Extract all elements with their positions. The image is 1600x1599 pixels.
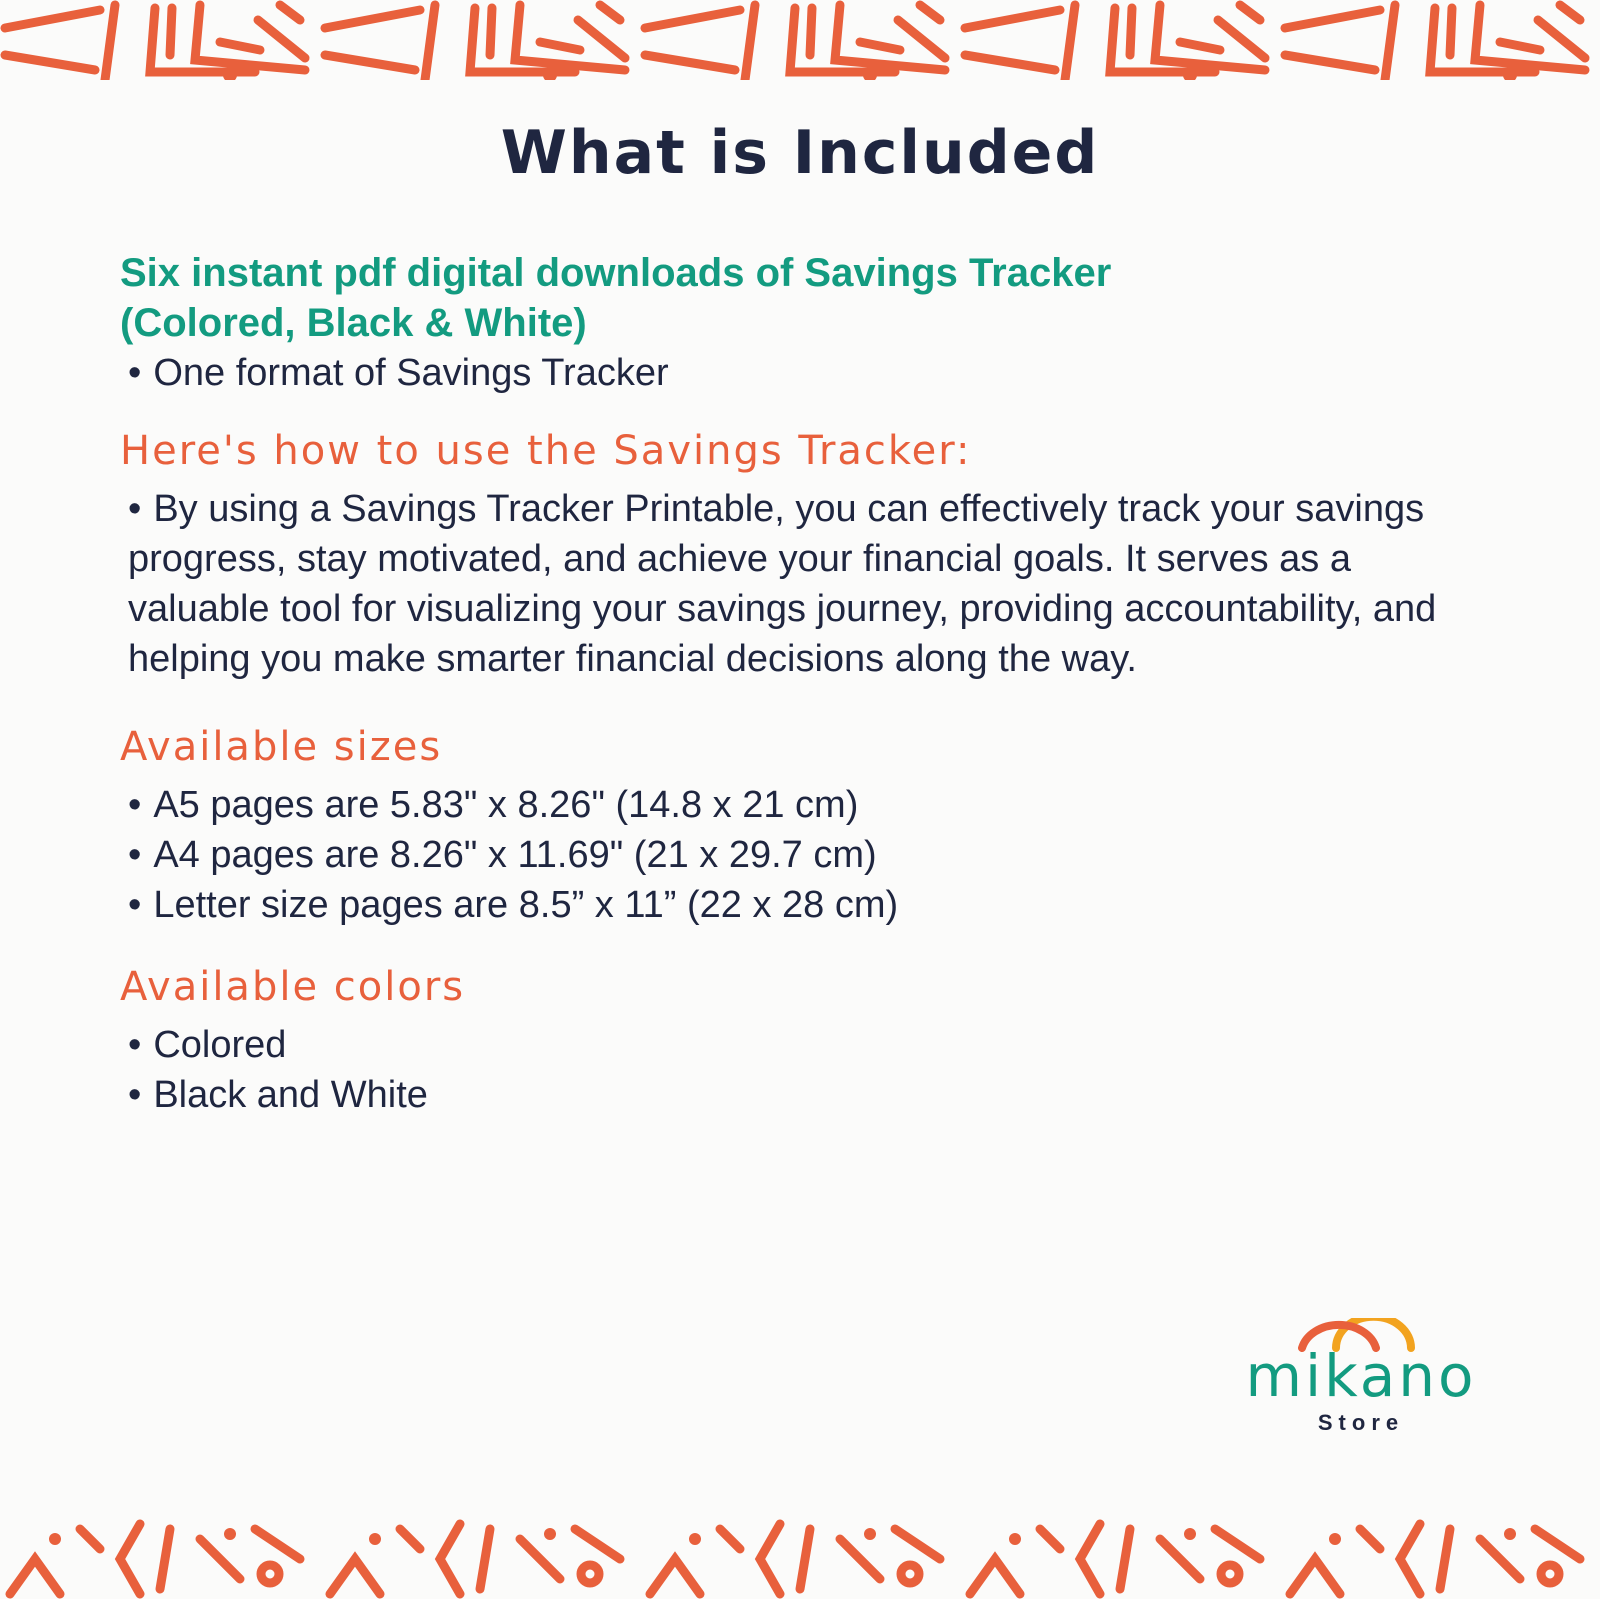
size-item: • Letter size pages are 8.5” x 11” (22 x 28 cm) xyxy=(120,880,1450,930)
logo-name: mikano xyxy=(1245,1342,1477,1410)
color-item: • Colored xyxy=(120,1020,1450,1070)
colors-heading: Available colors xyxy=(120,964,466,1010)
size-item: • A5 pages are 5.83" x 8.26" (14.8 x 21 cm) xyxy=(120,780,1450,830)
intro-bullet: • One format of Savings Tracker xyxy=(120,348,1450,398)
logo-sub: Store xyxy=(1317,1410,1405,1435)
content xyxy=(120,248,1450,1120)
page-title: What is Included xyxy=(500,118,1100,188)
size-item: • A4 pages are 8.26" x 11.69" (21 x 29.7 cm) xyxy=(120,830,1450,880)
color-item: • Black and White xyxy=(120,1070,1450,1120)
sizes-heading: Available sizes xyxy=(120,724,443,770)
decorative-border-top xyxy=(0,0,1600,80)
intro-heading-line2: (Colored, Black & White) xyxy=(120,301,587,345)
how-to-heading: Here's how to use the Savings Tracker: xyxy=(120,428,972,474)
intro-heading-line1: Six instant pdf digital downloads of Savings Tracker xyxy=(120,251,1112,295)
how-to-text: • By using a Savings Tracker Printable, you can effectively track your savings progress, stay motivated, and achieve your financial goals. It serves as a valuable tool for visualizing your savings journey, providing accountability, and helping you make smarter financial decisions along the way. xyxy=(120,484,1450,684)
mikano-store-logo xyxy=(1236,1318,1486,1436)
decorative-border-bottom xyxy=(0,1519,1600,1599)
